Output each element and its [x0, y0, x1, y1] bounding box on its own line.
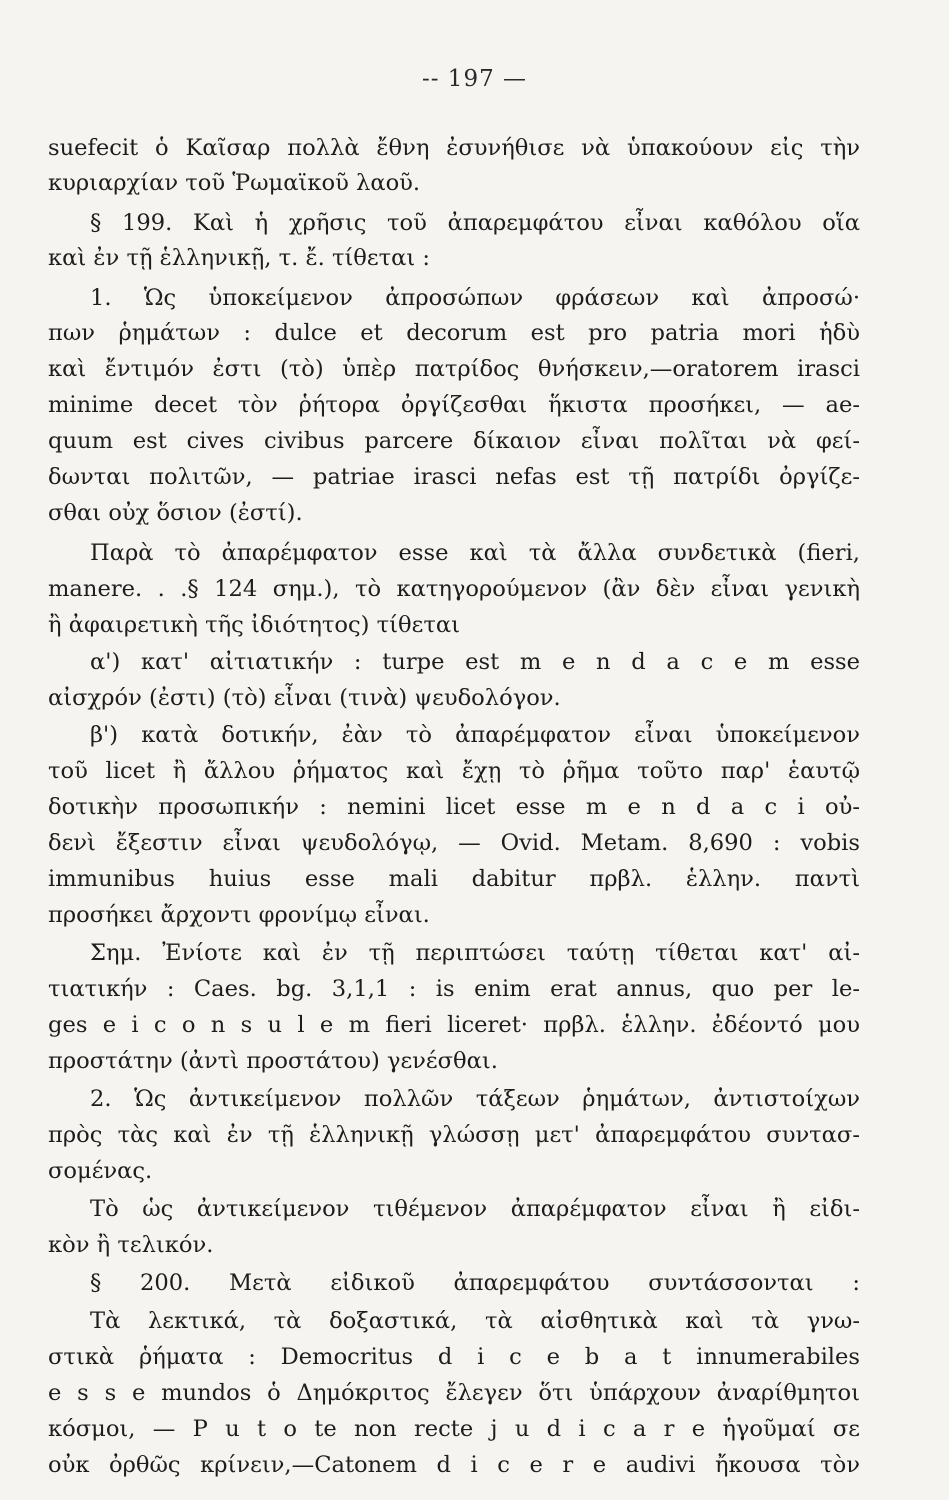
text-line: προστάτην (ἀντὶ προστάτου) γενέσθαι. — [48, 1048, 498, 1074]
text-line: manere. . .§ 124 σημ.), τὸ κατηγορούμενον (ἂν δὲν εἶναι γενικὴ — [48, 576, 860, 602]
text-line: δενὶ ἔξεστιν εἶναι ψευδολόγῳ, — Ovid. Metam. 8,690 : vobis — [48, 830, 860, 856]
text-line: 2. Ὡς ἀντικείμενον πολλῶν τάξεων ῥημάτων, ἀντιστοίχων — [90, 1086, 860, 1112]
text-line: quum est cives civibus parcere δίκαιον εἶναι πολῖται νὰ φεί- — [48, 428, 860, 454]
text-line: στικὰ ῥήματα : Democritus d i c e b a t innumerabiles — [48, 1344, 860, 1370]
text-line: πων ῥημάτων : dulce et decorum est pro patria mori ἡδὺ — [48, 320, 860, 346]
text-line: κυριαρχίαν τοῦ Ῥωμαϊκοῦ λαοῦ. — [48, 170, 421, 196]
text-line: προσήκει ἄρχοντι φρονίμῳ εἶναι. — [48, 902, 430, 928]
paragraph-200-heading: § 200. Μετὰ εἰδικοῦ ἀπαρεμφάτου συντάσσονται : — [90, 1270, 860, 1296]
page-number-header: -- 197 — — [421, 66, 528, 92]
text-line: 1. Ὡς ὑποκείμενον ἀπροσώπων φράσεων καὶ ἀπροσώ· — [90, 285, 860, 311]
text-line: σομένας. — [48, 1158, 153, 1184]
text-line: e s s e mundos ὁ Δημόκριτος ἔλεγεν ὅτι ὑπάρχουν ἀναρίθμητοι — [48, 1380, 860, 1406]
text-line: α') κατ' αἰτιατικήν : turpe est m e n d a c e m esse — [90, 649, 860, 675]
text-line: minime decet τὸν ῥήτορα ὀργίζεσθαι ἥκιστα προσήκει, — ae- — [48, 392, 860, 418]
text-line: Σημ. Ἐνίοτε καὶ ἐν τῇ περιπτώσει ταύτῃ τίθεται κατ' αἰ- — [90, 940, 860, 966]
text-line: οὐκ ὀρθῶς κρίνειν,—Catonem d i c e r e audivi ἤκουσα τὸν — [48, 1452, 860, 1478]
text-line: ges e i c o n s u l e m fieri liceret· πρβλ. ἑλλην. ἐδέοντό μου — [48, 1012, 860, 1038]
text-line: σθαι οὐχ ὅσιον (ἐστί). — [48, 500, 303, 526]
text-line: Τὰ λεκτικά, τὰ δοξαστικά, τὰ αἰσθητικὰ καὶ τὰ γνω- — [90, 1308, 860, 1334]
text-line: immunibus huius esse mali dabitur πρβλ. ἑλλην. παντὶ — [48, 866, 860, 892]
text-line: τιατικήν : Caes. bg. 3,1,1 : is enim erat annus, quo per le- — [48, 976, 860, 1002]
text-line: αἰσχρόν (ἐστι) (τὸ) εἶναι (τινὰ) ψευδολόγον. — [48, 685, 561, 711]
text-line: δοτικὴν προσωπικήν : nemini licet esse m e n d a c i οὐ- — [48, 794, 860, 820]
text-line: τοῦ licet ἢ ἄλλου ῥήματος καὶ ἔχῃ τὸ ῥῆμα τοῦτο παρ' ἑαυτῷ — [48, 758, 860, 784]
text-line: καὶ ἔντιμόν ἐστι (τὸ) ὑπὲρ πατρίδος θνήσκειν,—oratorem irasci — [48, 356, 860, 382]
text-line: Παρὰ τὸ ἀπαρέμφατον esse καὶ τὰ ἄλλα συνδετικὰ (fieri, — [90, 540, 860, 566]
text-line: β') κατὰ δοτικήν, ἐὰν τὸ ἀπαρέμφατον εἶναι ὑποκείμενον — [90, 722, 860, 748]
text-line: καὶ ἐν τῇ ἑλληνικῇ, τ. ἔ. τίθεται : — [48, 245, 431, 271]
text-line: suefecit ὁ Καῖσαρ πολλὰ ἔθνη ἐσυνήθισε νὰ ὑπακούουν εἰς τὴν — [48, 135, 860, 161]
text-line: πρὸς τὰς καὶ ἐν τῇ ἑλληνικῇ γλώσσῃ μετ' ἀπαρεμφάτου συντασ- — [48, 1122, 860, 1148]
text-line: ἢ ἀφαιρετικὴ τῆς ἰδιότητος) τίθεται — [48, 612, 460, 638]
text-line: κόσμοι, — P u t o te non recte j u d i c a r e ἡγοῦμαί σε — [48, 1416, 860, 1442]
text-line: δωνται πολιτῶν, — patriae irasci nefas est τῇ πατρίδι ὀργίζε- — [48, 464, 860, 490]
text-line: κὸν ἢ τελικόν. — [48, 1232, 214, 1258]
text-line: Τὸ ὡς ἀντικείμενον τιθέμενον ἀπαρέμφατον εἶναι ἢ εἰδι- — [90, 1196, 860, 1222]
paragraph-199-heading: § 199. Καὶ ἡ χρῆσις τοῦ ἀπαρεμφάτου εἶναι καθόλου οἵα — [90, 210, 860, 236]
